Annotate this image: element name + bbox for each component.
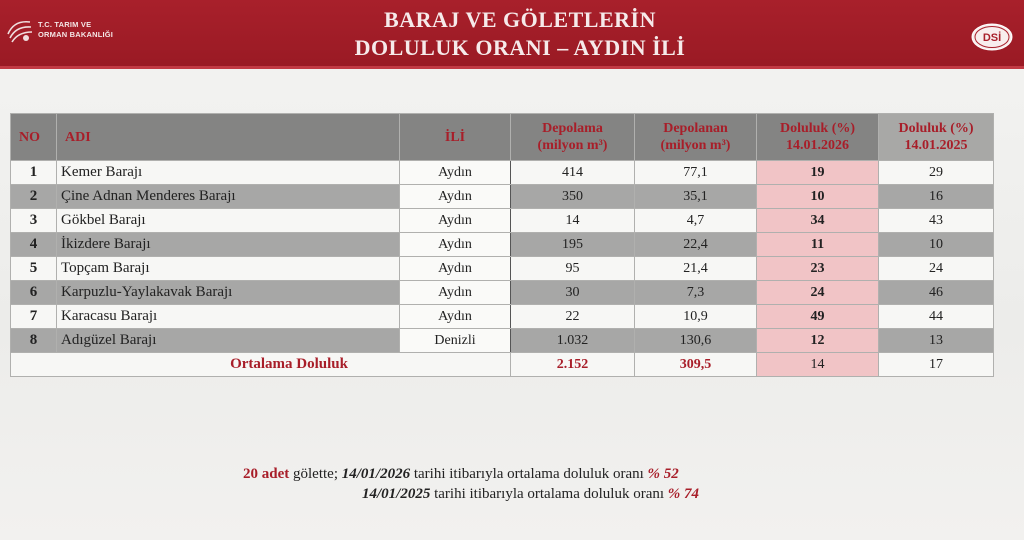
summary-value-2025: % 74 — [667, 486, 700, 502]
summary-date-2026: 14/01/2026 — [341, 466, 411, 482]
row-occupancy-2025: 43 — [879, 209, 994, 233]
row-stored: 4,7 — [635, 209, 757, 233]
row-province: Aydın — [400, 161, 511, 185]
table-row — [11, 185, 994, 209]
title-line1: BARAJ VE GÖLETLERİN — [384, 7, 656, 32]
summary-pond-label: gölette; — [289, 466, 342, 482]
dam-occupancy-table — [10, 113, 994, 377]
row-occupancy-2026: 19 — [757, 161, 879, 185]
row-dam-name: Gökbel Barajı — [57, 209, 400, 233]
summary-line-2026 — [210, 464, 850, 484]
summary-pond-count: 20 adet — [243, 466, 290, 482]
average-row — [11, 353, 994, 377]
row-occupancy-2025: 44 — [879, 305, 994, 329]
header-doluluk-2025 — [879, 114, 994, 161]
ministry-logo — [4, 10, 174, 50]
header-il: İLİ — [400, 114, 511, 161]
row-stored: 21,4 — [635, 257, 757, 281]
row-stored: 7,3 — [635, 281, 757, 305]
header-depolanan — [635, 114, 757, 161]
header-doluluk-2025-line2: 14.01.2025 — [904, 138, 968, 153]
average-capacity: 2.152 — [511, 353, 635, 377]
summary-value-2026: % 52 — [647, 466, 679, 482]
row-dam-name: Adıgüzel Barajı — [57, 329, 400, 353]
row-capacity: 14 — [511, 209, 635, 233]
row-capacity: 414 — [511, 161, 635, 185]
summary-line-2025 — [210, 484, 850, 504]
page-title — [240, 6, 800, 62]
row-province: Aydın — [400, 185, 511, 209]
row-occupancy-2026: 34 — [757, 209, 879, 233]
header-depolanan-line2: (milyon m³) — [660, 138, 731, 153]
row-no: 7 — [11, 305, 57, 329]
ministry-name — [38, 20, 113, 40]
ministry-name-line1: T.C. TARIM VE — [38, 20, 92, 29]
row-capacity: 95 — [511, 257, 635, 281]
row-dam-name: Çine Adnan Menderes Barajı — [57, 185, 400, 209]
row-occupancy-2025: 29 — [879, 161, 994, 185]
row-occupancy-2025: 16 — [879, 185, 994, 209]
row-dam-name: Topçam Barajı — [57, 257, 400, 281]
ministry-emblem-icon — [4, 14, 36, 46]
row-no: 1 — [11, 161, 57, 185]
table-row — [11, 305, 994, 329]
table-row — [11, 257, 994, 281]
row-occupancy-2025: 13 — [879, 329, 994, 353]
row-dam-name: Karacasu Barajı — [57, 305, 400, 329]
row-province: Aydın — [400, 209, 511, 233]
header-depolama-line2: (milyon m³) — [537, 138, 608, 153]
row-no: 6 — [11, 281, 57, 305]
summary-date-2025: 14/01/2025 — [362, 486, 431, 502]
row-occupancy-2026: 11 — [757, 233, 879, 257]
dsi-logo-icon — [970, 22, 1014, 52]
row-stored: 77,1 — [635, 161, 757, 185]
average-occupancy-2026: 14 — [757, 353, 879, 377]
row-capacity: 30 — [511, 281, 635, 305]
average-occupancy-2025: 17 — [879, 353, 994, 377]
row-dam-name: Karpuzlu-Yaylakavak Barajı — [57, 281, 400, 305]
row-no: 3 — [11, 209, 57, 233]
table-row — [11, 329, 994, 353]
row-capacity: 22 — [511, 305, 635, 329]
table-row — [11, 161, 994, 185]
table-row — [11, 233, 994, 257]
row-no: 8 — [11, 329, 57, 353]
header-depolanan-line1: Depolanan — [663, 121, 728, 136]
row-no: 4 — [11, 233, 57, 257]
row-stored: 130,6 — [635, 329, 757, 353]
row-occupancy-2026: 49 — [757, 305, 879, 329]
row-province: Aydın — [400, 281, 511, 305]
row-stored: 35,1 — [635, 185, 757, 209]
header-adi: ADI — [57, 114, 400, 161]
row-capacity: 195 — [511, 233, 635, 257]
row-capacity: 350 — [511, 185, 635, 209]
row-occupancy-2025: 10 — [879, 233, 994, 257]
row-dam-name: Kemer Barajı — [57, 161, 400, 185]
header-doluluk-2025-line1: Doluluk (%) — [898, 121, 974, 136]
header-doluluk-2026-line1: Doluluk (%) — [779, 121, 856, 136]
table-row — [11, 209, 994, 233]
title-line2: DOLULUK ORANI – AYDIN İLİ — [354, 35, 686, 60]
row-occupancy-2026: 12 — [757, 329, 879, 353]
row-stored: 10,9 — [635, 305, 757, 329]
summary-text — [210, 464, 850, 504]
table-row — [11, 281, 994, 305]
row-occupancy-2026: 24 — [757, 281, 879, 305]
row-no: 2 — [11, 185, 57, 209]
row-stored: 22,4 — [635, 233, 757, 257]
header-depolama — [511, 114, 635, 161]
row-dam-name: İkizdere Barajı — [57, 233, 400, 257]
row-occupancy-2026: 23 — [757, 257, 879, 281]
header-depolama-line1: Depolama — [542, 121, 603, 136]
header-no: NO — [11, 114, 57, 161]
average-stored: 309,5 — [635, 353, 757, 377]
row-province: Aydın — [400, 257, 511, 281]
row-province: Aydın — [400, 233, 511, 257]
ministry-name-line2: ORMAN BAKANLIĞI — [38, 30, 114, 39]
table-header-row — [11, 114, 994, 161]
row-capacity: 1.032 — [511, 329, 635, 353]
row-occupancy-2025: 24 — [879, 257, 994, 281]
dsi-logo-text: DSİ — [982, 32, 1002, 44]
row-province: Aydın — [400, 305, 511, 329]
summary-text-2025: tarihi itibarıyla ortalama doluluk oranı — [430, 486, 668, 502]
summary-text-2026: tarihi itibarıyla ortalama doluluk oranı — [410, 466, 648, 482]
row-occupancy-2026: 10 — [757, 185, 879, 209]
row-province: Denizli — [400, 329, 511, 353]
row-no: 5 — [11, 257, 57, 281]
header-doluluk-2026-line2: 14.01.2026 — [786, 138, 849, 153]
header-bar — [0, 0, 1024, 66]
header-divider — [0, 66, 1024, 69]
row-occupancy-2025: 46 — [879, 281, 994, 305]
header-doluluk-2026 — [757, 114, 879, 161]
average-label: Ortalama Doluluk — [11, 353, 511, 377]
